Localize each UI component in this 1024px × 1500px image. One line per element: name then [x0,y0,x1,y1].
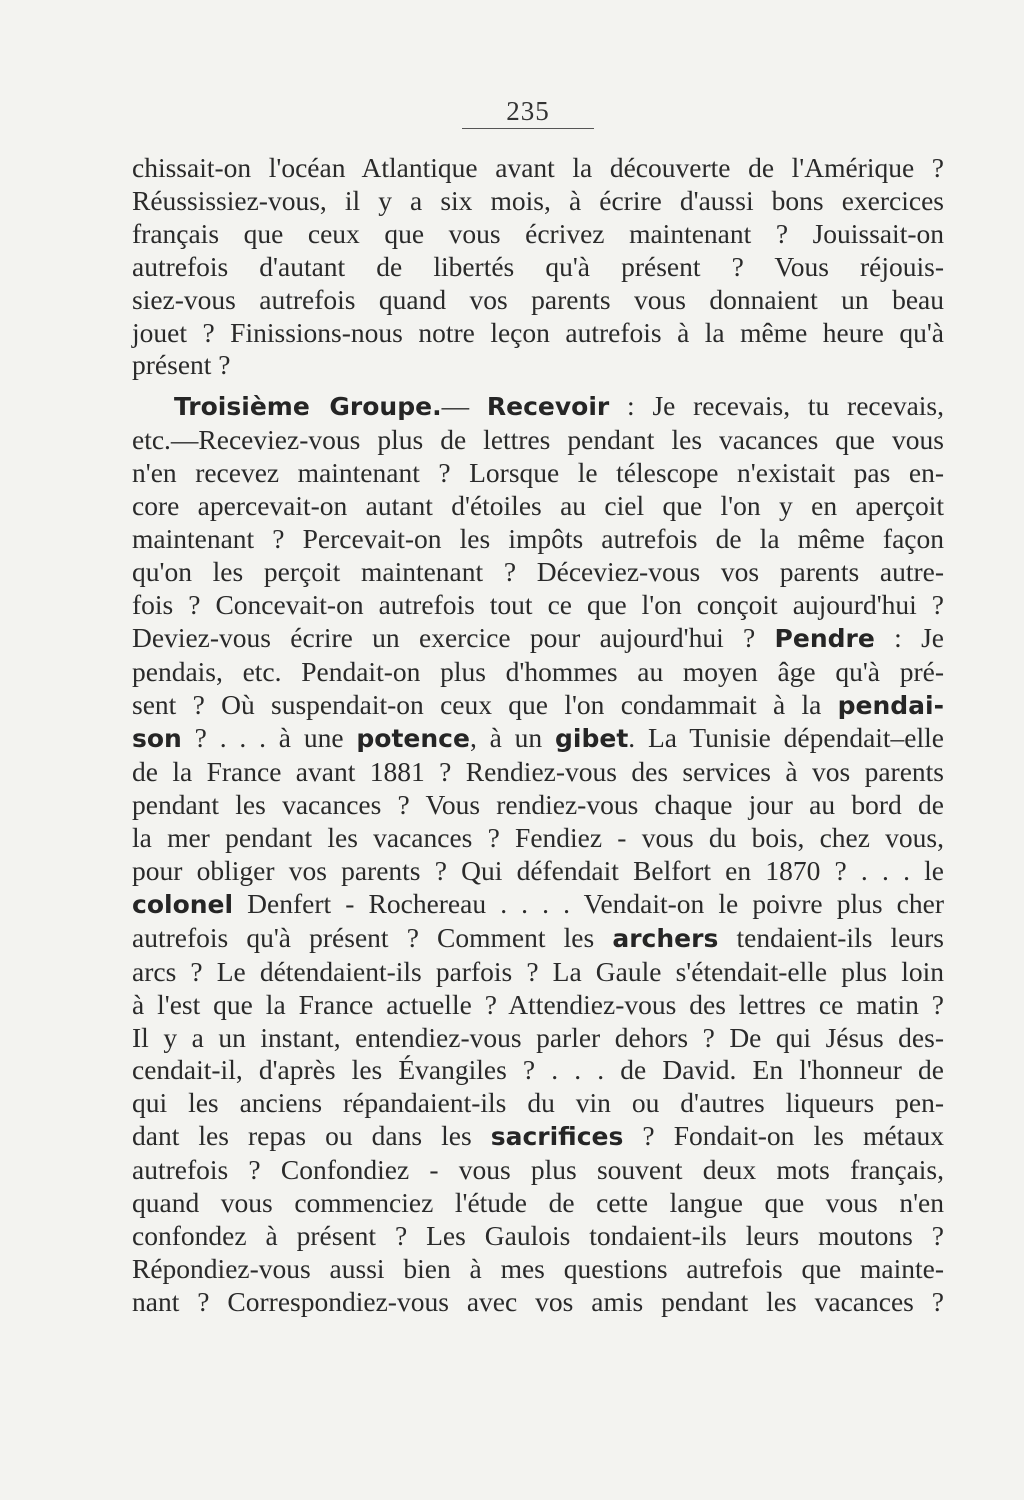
paragraph-2 [132,390,944,1318]
text-line: Il y a un instant, entendiez-vous parler dehors ? De qui Jésus des- [132,1021,944,1053]
verb-recevoir: Recevoir [486,392,610,422]
text-line: jouet ? Finissions-nous notre leçon autrefois à la même heure qu'à [132,316,944,348]
term-archers: archers [612,923,719,953]
line-segment: autrefois qu'à présent ? Comment les [132,921,613,953]
text-line: siez-vous autrefois quand vos parents vous donnaient un beau [132,283,944,315]
text-line: chissait-on l'océan Atlantique avant la découverte de l'Amérique ? [132,152,944,183]
line-segment: dant les repas ou dans les [132,1120,491,1152]
text-line: maintenant ? Percevait-on les impôts autrefois de la même façon [132,522,944,554]
text-line: confondez à présent ? Les Gaulois tondaient-ils leurs moutons ? [132,1220,944,1251]
text-line [132,888,944,922]
text-line: etc.—Receviez-vous plus de lettres pendant les vacances que vous [132,424,944,456]
text-line [132,689,944,723]
term-pendaison-part2: son [132,724,182,754]
paragraph-1 [132,152,944,382]
text-line [132,922,944,956]
line-segment: tendaient-ils leurs [718,921,944,953]
line-segment: , à un [469,722,555,754]
term-gibet: gibet [555,724,629,754]
page-number: 235 [506,96,550,126]
page-header [462,96,594,129]
text-line: autrefois ? Confondiez - vous plus souvent deux mots français, [132,1154,944,1186]
line-segment: Denfert - Rochereau . . . . Vendait-on le poivre plus cher [233,887,944,919]
text-line: arcs ? Le détendaient-ils parfois ? La Gaule s'étendait-elle plus loin [132,955,944,987]
text-line: cendait-il, d'après les Évangiles ? . . . de David. En l'honneur de [132,1054,944,1086]
text-line [132,390,944,424]
term-potence: potence [356,724,470,754]
text-line: pendais, etc. Pendait-on plus d'hommes au moyen âge qu'à pré- [132,655,944,687]
line-rest: : Je recevais, tu recevais, [609,390,944,422]
text-line: autrefois d'autant de libertés qu'à présent ? Vous réjouis- [132,250,944,282]
text-line: qui les anciens répandaient-ils du vin ou d'autres liqueurs pen- [132,1087,944,1119]
text-line: présent ? [132,349,231,381]
text-line: la mer pendant les vacances ? Fendiez - vous du bois, chez vous, [132,822,944,854]
verb-pendre: Pendre [774,623,875,653]
text-line: core apercevait-on autant d'étoiles au ciel que l'on y en aperçoit [132,490,944,522]
text-line: Répondiez-vous aussi bien à mes questions autrefois que mainte- [132,1252,944,1284]
section-heading: Troisième Groupe. [174,392,442,422]
line-segment: . La Tunisie dépendait–elle [628,722,944,754]
text-line: quand vous commenciez l'étude de cette langue que vous n'en [132,1187,944,1219]
heading-dash: — [441,390,487,422]
text-line: n'en recevez maintenant ? Lorsque le télescope n'existait pas en- [132,457,944,489]
text-line: de la France avant 1881 ? Rendiez-vous des services à vos parents [132,756,944,788]
line-segment: ? Fondait-on les métaux [623,1120,944,1152]
text-line: pendant les vacances ? Vous rendiez-vous chaque jour au bord de [132,789,944,821]
text-line: qu'on les perçoit maintenant ? Déceviez-vous vos parents autre- [132,555,944,587]
text-line: Réussissiez-vous, il y a six mois, à écrire d'aussi bons exercices [132,184,944,216]
term-pendaison-part1: pendai- [837,690,944,720]
term-colonel: colonel [132,889,234,919]
line-segment: ? . . . à une [181,722,357,754]
line-segment: : Je [874,621,944,653]
text-line: pour obliger vos parents ? Qui défendait Belfort en 1870 ? . . . le [132,855,944,887]
text-line [132,622,944,656]
line-segment: sent ? Où suspendait-on ceux que l'on condammait à la [132,688,838,720]
text-line: à l'est que la France actuelle ? Attendiez-vous des lettres ce matin ? [132,988,944,1020]
text-line: fois ? Concevait-on autrefois tout ce que l'on conçoit aujourd'hui ? [132,588,944,620]
header-rule [462,128,594,129]
line-segment: Deviez-vous écrire un exercice pour aujourd'hui ? [132,621,775,653]
text-line: français que ceux que vous écrivez maintenant ? Jouissait-on [132,217,944,249]
text-line [132,722,944,756]
body-text [132,152,944,1319]
term-sacrifices: sacrifices [490,1122,624,1152]
text-line: nant ? Correspondiez-vous avec vos amis pendant les vacances ? [132,1285,944,1317]
text-line [132,1120,944,1154]
